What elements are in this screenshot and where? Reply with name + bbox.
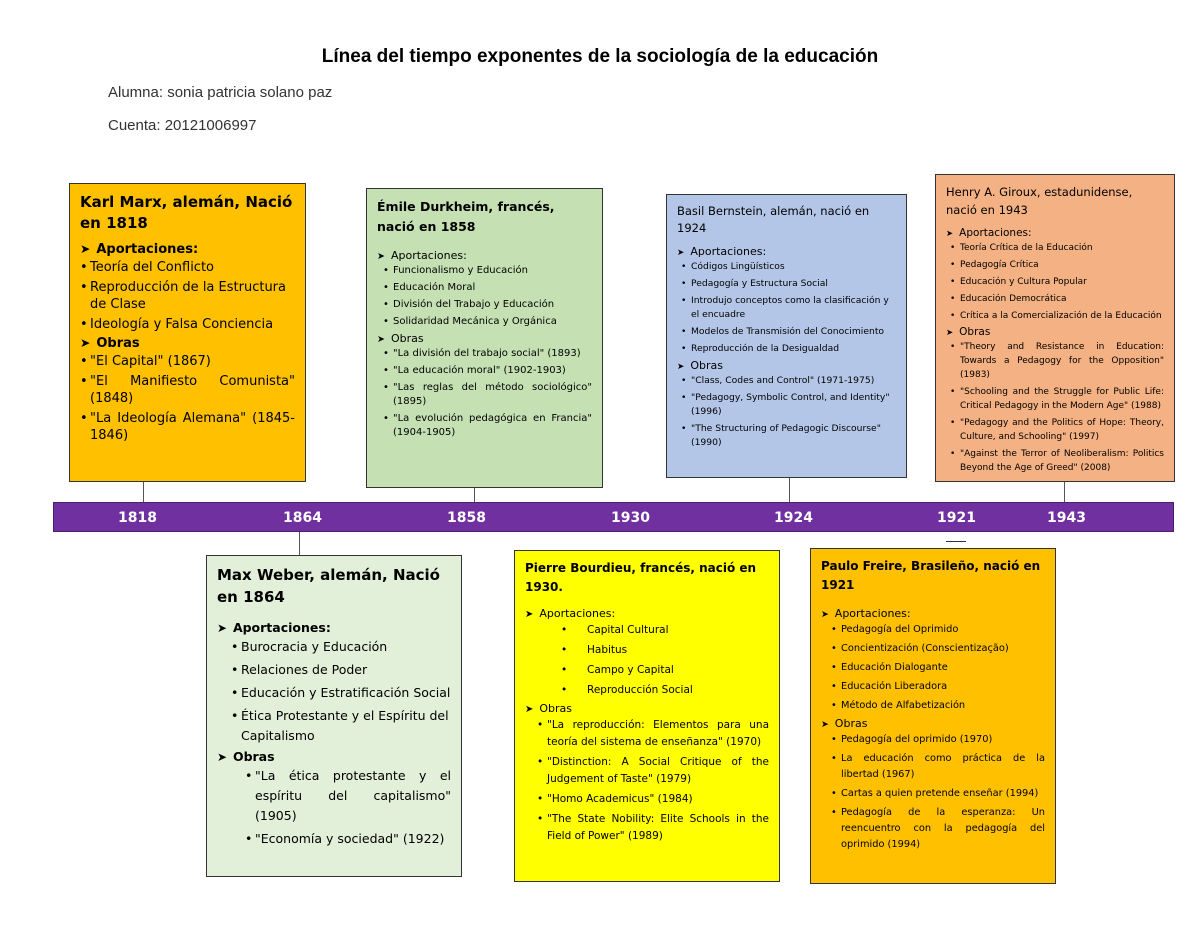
- arrow-icon: ➤: [821, 609, 829, 620]
- list-item: • Educación Moral: [383, 281, 592, 295]
- card-freire: [810, 548, 1056, 884]
- card-durkheim: [366, 188, 603, 488]
- list-item: • "Las reglas del método sociológico" (1895): [383, 381, 592, 409]
- list-item: • Ideología y Falsa Conciencia: [80, 316, 295, 333]
- card-bourdieu: [514, 550, 780, 882]
- list-item: • "Schooling and the Struggle for Public Life: Critical Pedagogy in the Modern Age" (1988): [950, 385, 1164, 413]
- tick-1921: [946, 541, 966, 542]
- list-item: • Reproducción de la Estructura de Clase: [80, 279, 295, 313]
- list-item: • Funcionalismo y Educación: [383, 264, 592, 278]
- section-label: Obras: [96, 336, 140, 351]
- card-marx: [69, 183, 306, 482]
- card-weber: [206, 555, 462, 877]
- list-item: • Pedagogía y Estructura Social: [681, 277, 896, 291]
- list-item: • Educación y Estratificación Social: [231, 683, 451, 703]
- list-item: • Concientización (Conscientização): [831, 641, 1045, 657]
- section-label: Aportaciones:: [96, 242, 199, 257]
- section-label: Aportaciones:: [959, 227, 1032, 239]
- card-heading: Pierre Bourdieu, francés, nació en 1930.: [525, 561, 757, 594]
- list-item: • Códigos Lingüísticos: [681, 260, 896, 274]
- section-label: Aportaciones:: [232, 620, 331, 635]
- list-item: • Cartas a quien pretende enseñar (1994): [831, 786, 1045, 802]
- section-label: Obras: [959, 326, 991, 338]
- list-item: • "The State Nobility: Elite Schools in the Field of Power" (1989): [537, 811, 769, 845]
- section-label: Aportaciones:: [834, 607, 911, 620]
- list-item: • Relaciones de Poder: [231, 660, 451, 680]
- list-item: • "Pedagogy, Symbolic Control, and Identity" (1996): [681, 391, 896, 419]
- page-title: Línea del tiempo exponentes de la sociología de la educación: [321, 46, 879, 67]
- card-heading: Max Weber, alemán, Nació en 1864: [217, 566, 440, 606]
- section-label: Obras: [834, 717, 868, 730]
- arrow-icon: ➤: [525, 609, 534, 620]
- list-item: • "Pedagogy and the Politics of Hope: Theory, Culture, and Schooling" (1997): [950, 416, 1164, 444]
- year-1930: 1930: [611, 510, 650, 526]
- list-item: • "La educación moral" (1902-1903): [383, 364, 592, 378]
- year-1924: 1924: [774, 510, 813, 526]
- year-1858: 1858: [447, 510, 486, 526]
- card-heading: Paulo Freire, Brasileño, nació en 1921: [821, 559, 1041, 592]
- list-item: • División del Trabajo y Educación: [383, 298, 592, 312]
- arrow-icon: ➤: [946, 229, 954, 239]
- list-item: • "La evolución pedagógica en Francia" (1904-1905): [383, 412, 592, 440]
- arrow-icon: ➤: [217, 621, 227, 635]
- arrow-icon: ➤: [80, 242, 91, 256]
- list-item: • Pedagogía del Oprimido: [831, 622, 1045, 638]
- card-heading: Henry A. Giroux, estadunidense, nació en 1943: [946, 185, 1133, 217]
- arrow-icon: ➤: [377, 334, 385, 345]
- list-item: • Modelos de Transmisión del Conocimiento: [681, 325, 896, 339]
- card-bernstein: [666, 194, 907, 478]
- list-item: • "La reproducción: Elementos para una teoría del sistema de enseñanza" (1970): [537, 717, 769, 751]
- year-1818: 1818: [118, 510, 157, 526]
- list-item: • Capital Cultural: [561, 622, 769, 639]
- list-item: • "El Manifiesto Comunista" (1848): [80, 373, 295, 407]
- arrow-icon: ➤: [821, 719, 829, 730]
- list-item: • "Theory and Resistance in Education: Towards a Pedagogy for the Opposition" (1983): [950, 340, 1164, 382]
- account-number: Cuenta: 20121006997: [108, 117, 257, 134]
- list-item: • Pedagogía Crítica: [950, 258, 1164, 272]
- list-item: • "The Structuring of Pedagogic Discourse" (1990): [681, 422, 896, 450]
- list-item: • Teoría del Conflicto: [80, 259, 295, 276]
- list-item: • "Homo Academicus" (1984): [537, 791, 769, 808]
- section-label: Obras: [232, 749, 275, 764]
- arrow-icon: ➤: [525, 704, 534, 715]
- section-label: Obras: [390, 332, 424, 345]
- list-item: • "Distinction: A Social Critique of the Judgement of Taste" (1979): [537, 754, 769, 788]
- list-item: • Teoría Crítica de la Educación: [950, 241, 1164, 255]
- year-1864: 1864: [283, 510, 322, 526]
- arrow-icon: ➤: [80, 336, 91, 350]
- year-1921: 1921: [937, 510, 976, 526]
- list-item: • Ética Protestante y el Espíritu del Capitalismo: [231, 706, 451, 746]
- student-name: Alumna: sonia patricia solano paz: [108, 84, 333, 101]
- arrow-icon: ➤: [946, 328, 954, 338]
- section-label: Obras: [539, 702, 572, 715]
- list-item: • "Against the Terror of Neoliberalism: Politics Beyond the Age of Greed" (2008): [950, 447, 1164, 475]
- list-item: • Educación Democrática: [950, 292, 1164, 306]
- connector-marx: [143, 482, 144, 504]
- arrow-icon: ➤: [377, 251, 385, 262]
- list-item: • Educación Dialogante: [831, 660, 1045, 676]
- year-1943: 1943: [1047, 510, 1086, 526]
- list-item: • Habitus: [561, 642, 769, 659]
- card-giroux: [935, 174, 1175, 482]
- list-item: • "Economía y sociedad" (1922): [245, 829, 451, 849]
- card-heading: Émile Durkheim, francés, nació en 1858: [377, 199, 555, 234]
- arrow-icon: ➤: [217, 750, 227, 764]
- list-item: • "El Capital" (1867): [80, 353, 295, 370]
- list-item: • Pedagogía de la esperanza: Un reencuentro con la pedagogía del oprimido (1994): [831, 805, 1045, 853]
- list-item: • "Class, Codes and Control" (1971-1975): [681, 374, 896, 388]
- list-item: • Pedagogía del oprimido (1970): [831, 732, 1045, 748]
- arrow-icon: ➤: [677, 362, 685, 372]
- card-heading: Basil Bernstein, alemán, nació en 1924: [677, 204, 870, 235]
- list-item: • La educación como práctica de la libertad (1967): [831, 751, 1045, 783]
- list-item: • Solidaridad Mecánica y Orgánica: [383, 315, 592, 329]
- connector-weber: [299, 531, 300, 555]
- list-item: • Reproducción de la Desigualdad: [681, 342, 896, 356]
- card-heading: Karl Marx, alemán, Nació en 1818: [80, 193, 293, 232]
- list-item: • "La Ideología Alemana" (1845-1846): [80, 410, 295, 444]
- list-item: • "La división del trabajo social" (1893): [383, 347, 592, 361]
- list-item: • Método de Alfabetización: [831, 698, 1045, 714]
- section-label: Aportaciones:: [390, 249, 467, 262]
- list-item: • Crítica a la Comercialización de la Educación: [950, 309, 1164, 323]
- arrow-icon: ➤: [677, 248, 685, 258]
- list-item: • Introdujo conceptos como la clasificación y el encuadre: [681, 294, 896, 322]
- list-item: • Educación Liberadora: [831, 679, 1045, 695]
- list-item: • "La ética protestante y el espíritu del capitalismo" (1905): [245, 766, 451, 826]
- list-item: • Burocracia y Educación: [231, 637, 451, 657]
- connector-giroux: [1064, 482, 1065, 504]
- list-item: • Reproducción Social: [561, 682, 769, 699]
- section-label: Aportaciones:: [539, 607, 616, 620]
- list-item: • Campo y Capital: [561, 662, 769, 679]
- connector-bernstein: [789, 478, 790, 504]
- list-item: • Educación y Cultura Popular: [950, 275, 1164, 289]
- section-label: Aportaciones:: [690, 245, 767, 258]
- section-label: Obras: [690, 359, 723, 372]
